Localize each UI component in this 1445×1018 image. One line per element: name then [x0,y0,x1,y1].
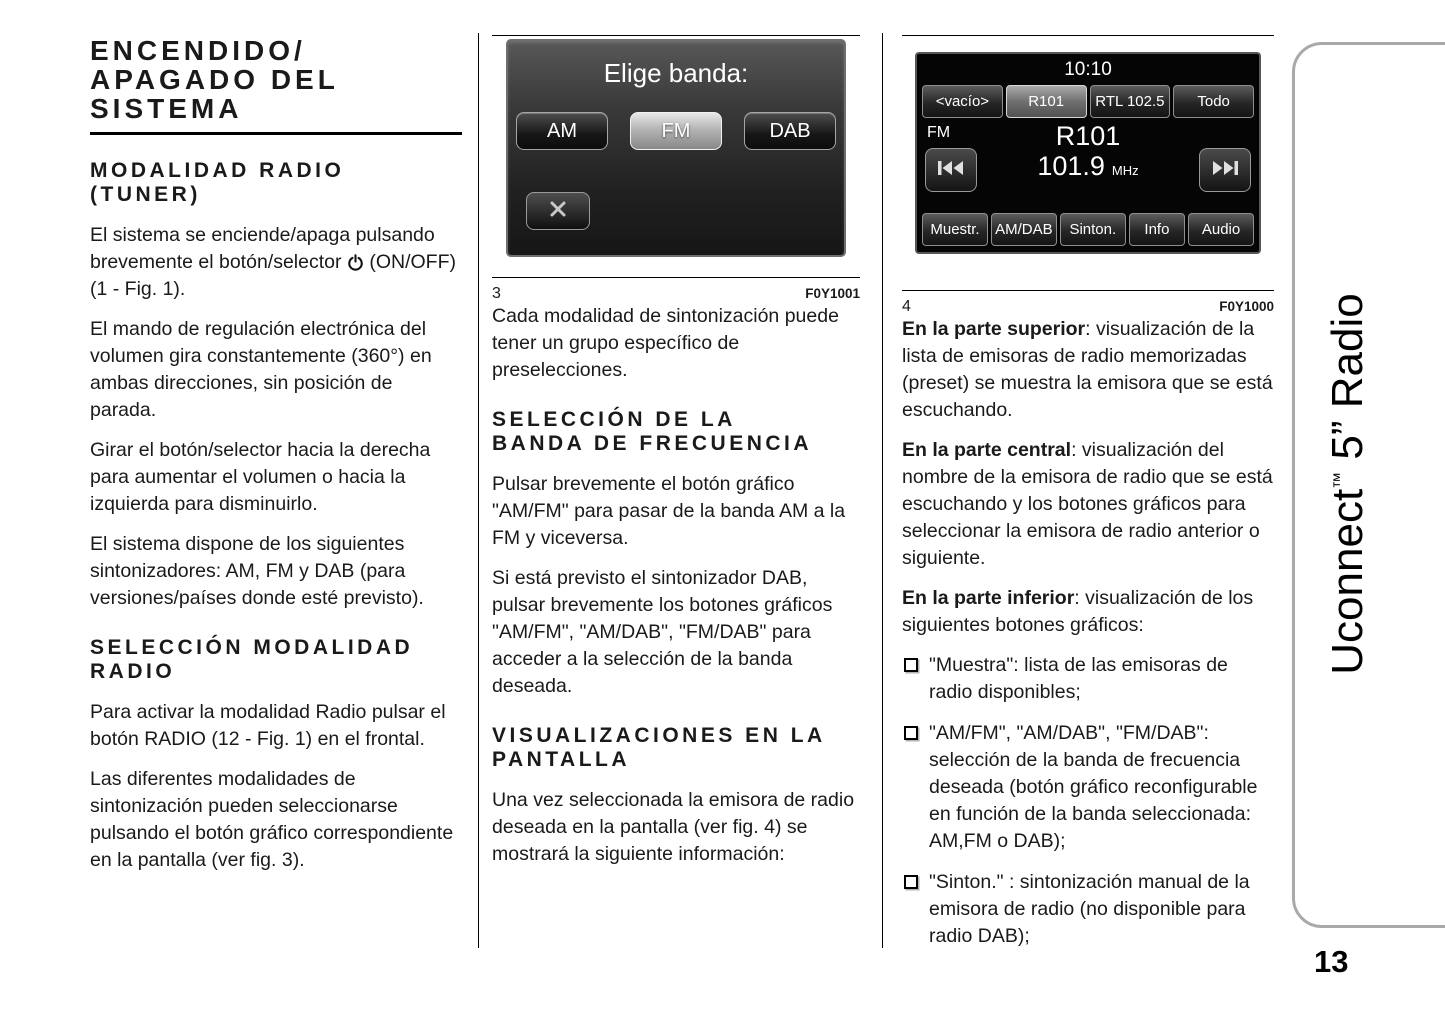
dab-band-button: DAB [744,112,836,150]
figure-3-caption [492,285,860,303]
bold-lead: En la parte central [902,439,1072,461]
paragraph-text: : visualización de la lista de emisoras de radio memorizadas (preset) se muestra la emisora que se está escuchando. [902,318,1273,421]
figure-bottom-rule [902,290,1274,291]
heading-line: SELECCIÓN DE LA [492,408,736,431]
preset-todo-button: Todo [1173,85,1254,118]
paragraph-text: El sistema se enciende/apaga pulsando brevemente el botón/selector [90,224,435,273]
sidebar-label [1323,293,1373,674]
square-bullet-icon [904,726,918,740]
am-band-button: AM [516,112,608,150]
paragraph-tuners: El sistema dispone de los siguientes sintonizadores: AM, FM y DAB (para versiones/países donde esté previsto). [90,533,424,609]
band-button-row [508,112,844,150]
paragraph-text: (ON/OFF) (1 - Fig. 1). [90,251,456,300]
info-button: Info [1129,213,1185,246]
trademark-symbol: ™ [1330,471,1349,489]
paragraph-presets: Cada modalidad de sintonización puede tener un grupo específico de preselecciones. [492,305,839,381]
figure-code: F0Y1000 [1219,299,1274,314]
left-column [90,30,462,887]
choose-band-title: Elige banda: [603,58,749,88]
next-track-icon [1210,159,1240,182]
paragraph-radio-button: Para activar la modalidad Radio pulsar el botón RADIO (12 - Fig. 1) en el frontal. [90,701,446,750]
brand-suffix: 5” Radio [1323,293,1372,472]
square-bullet-icon [904,658,918,672]
figure-4-screen [915,52,1261,254]
frequency-unit: MHz [1111,163,1139,178]
title-line: APAGADO DEL [90,64,339,95]
fm-band-button: FM [630,112,722,150]
paragraph-top-area [902,316,1274,424]
bullet-text: "Sinton." : sintonización manual de la emisora de radio (no disponible para radio DAB); [929,871,1250,947]
figure-number: 3 [492,285,501,302]
frequency-value: 101.9 [1037,151,1105,181]
figure-4 [902,36,1274,290]
section-title [90,30,462,135]
figure-code: F0Y1001 [805,286,860,301]
page-number: 13 [1314,944,1349,979]
heading-seleccion-modalidad-radio [90,636,462,684]
am-dab-button: AM/DAB [991,213,1057,246]
middle-column [492,30,860,881]
heading-seleccion-banda [492,408,860,456]
title-line: ENCENDIDO/ [90,35,306,66]
bottom-button-row [917,213,1259,252]
heading-line: (TUNER) [90,183,201,206]
bold-lead: En la parte superior [902,318,1086,340]
preset-rtl-button: RTL 102.5 [1090,85,1171,118]
paragraph-bottom-area [902,585,1274,639]
figure-bottom-rule [492,277,860,278]
heading-line: BANDA DE FRECUENCIA [492,432,813,455]
band-indicator: FM [927,124,951,141]
bullet-band-buttons [902,720,1274,855]
sinton-button: Sinton. [1060,213,1126,246]
muestra-button: Muestr. [922,213,988,246]
right-column [902,30,1274,964]
figure-3 [492,36,860,277]
column-divider-left [478,33,479,948]
bullet-muestra [902,652,1274,706]
clock-display: 10:10 [1064,59,1112,80]
paragraph-text: : visualización de los siguientes botones gráficos: [902,587,1254,636]
paragraph-tuning-modes: Las diferentes modalidades de sintonización pueden seleccionarse pulsando el botón gráfico correspondiente en la pantalla (ver fig. 3). [90,768,454,871]
figure-4-caption [902,298,1274,316]
heading-visualizaciones [492,724,860,772]
station-display-area [917,118,1259,213]
preset-button-row [917,85,1259,118]
audio-button: Audio [1188,213,1254,246]
previous-track-icon [936,159,966,182]
bold-lead: En la parte inferior [902,587,1075,609]
title-line: SISTEMA [90,93,243,124]
paragraph-on-off [90,222,462,303]
station-name: R101 [1055,121,1121,151]
brand-name: Uconnect [1323,488,1372,675]
bullet-text: "AM/FM", "AM/DAB", "FM/DAB": selección de la banda de frecuencia deseada (botón gráfico reconfigurable en función de la banda seleccionada: AM,FM o DAB); [929,722,1258,852]
figure-number: 4 [902,298,911,315]
paragraph-text: : visualización del nombre de la emisora de radio que se está escuchando y los botones gráficos para seleccionar la emisora de radio anterior o siguiente. [902,439,1273,569]
preset-empty-button: <vacío> [922,85,1003,118]
figure-3-screen [506,39,846,257]
paragraph-girar-selector: Girar el botón/selector hacia la derecha para aumentar el volumen o hacia la izquierda para disminuirlo. [90,439,431,515]
paragraph-dab-buttons: Si está previsto el sintonizador DAB, pulsar brevemente los botones gráficos "AM/FM", "AM/DAB", "FM/DAB" para acceder a la selección de la banda deseada. [492,567,833,697]
preset-r101-button: R101 [1006,85,1087,118]
bullet-sinton [902,869,1274,950]
close-button [526,192,590,230]
paragraph-central-area [902,437,1274,572]
power-icon [347,251,364,273]
heading-line: MODALIDAD RADIO [90,159,345,182]
previous-station-button [925,148,977,192]
paragraph-volume-knob: El mando de regulación electrónica del volumen gira constantemente (360°) en ambas direcciones, sin posición de parada. [90,318,432,421]
next-station-button [1199,148,1251,192]
square-bullet-icon [904,875,918,889]
heading-line: PANTALLA [492,748,631,771]
paragraph-display-info: Una vez seleccionada la emisora de radio deseada en la pantalla (ver fig. 4) se mostrará la siguiente información: [492,789,855,865]
heading-modalidad-radio-tuner [90,159,462,207]
heading-line: SELECCIÓN MODALIDAD [90,636,414,659]
bullet-text: "Muestra": lista de las emisoras de radio disponibles; [929,654,1228,703]
close-icon [548,199,568,224]
heading-line: VISUALIZACIONES EN LA [492,724,826,747]
heading-line: RADIO [90,660,176,683]
column-divider-right [882,33,883,948]
paragraph-amfm-button: Pulsar brevemente el botón gráfico "AM/FM" para pasar de la banda AM a la FM y viceversa. [492,473,846,549]
